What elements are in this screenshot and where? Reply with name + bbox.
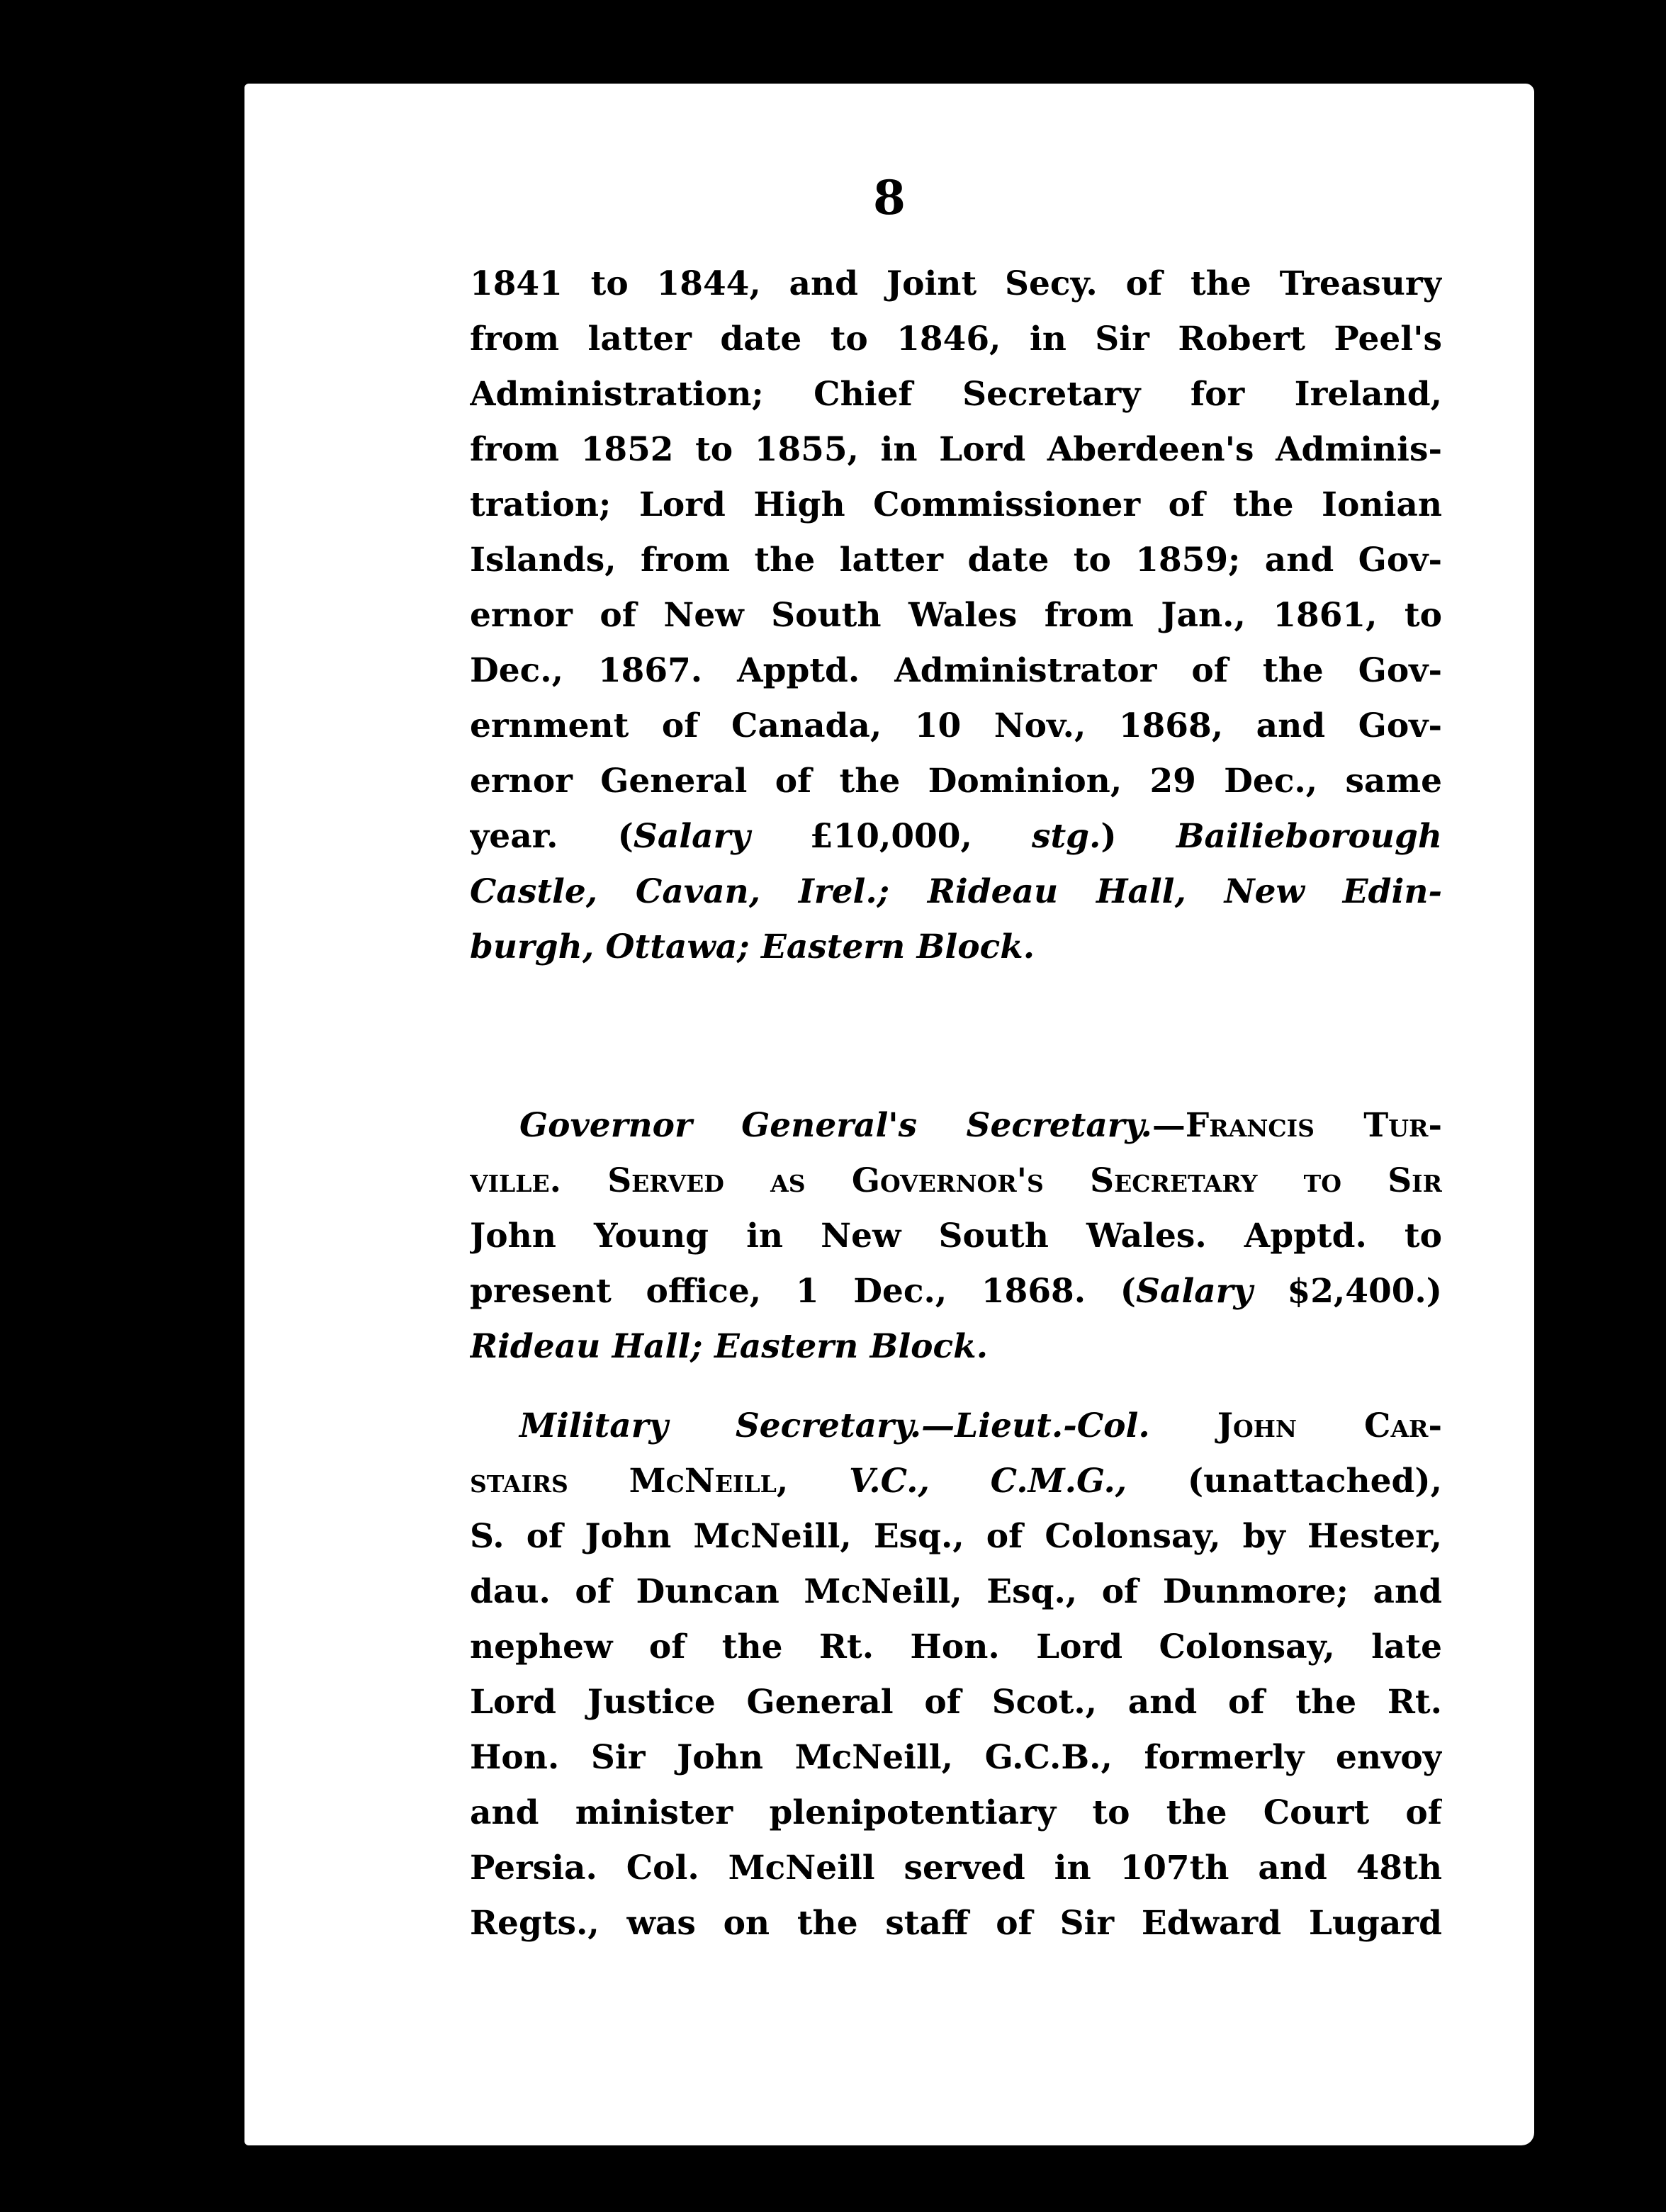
text-run: (unattached),: [1127, 1462, 1442, 1501]
text-line: Dec., 1867. Apptd. Administrator of the Gov-: [470, 651, 1442, 690]
text-line: John Young in New South Wales. Apptd. to: [470, 1217, 1442, 1255]
text-run-italic: Salary: [633, 817, 750, 856]
text-line: Lord Justice General of Scot., and of the Rt.: [470, 1683, 1442, 1722]
text-run: £10,000,: [750, 817, 1032, 856]
text-run: year. (: [470, 817, 634, 856]
text-line: [470, 1264, 1442, 1319]
text-line: from latter date to 1846, in Sir Robert Peel's: [470, 320, 1442, 359]
text-line: Persia. Col. McNeill served in 107th and 48th: [470, 1849, 1442, 1887]
text-run: present office, 1 Dec., 1868. (: [470, 1272, 1137, 1311]
book-page: [244, 84, 1534, 2145]
text-run-italic: stg.: [1032, 817, 1101, 856]
text-run: ): [1101, 817, 1176, 856]
page-number: 8: [873, 170, 906, 225]
text-line: from 1852 to 1855, in Lord Aberdeen's Adminis-: [470, 430, 1442, 469]
text-run-italic: Salary: [1136, 1272, 1253, 1311]
text-line: ernor of New South Wales from Jan., 1861, to: [470, 596, 1442, 635]
text-line: Islands, from the latter date to 1859; and Gov-: [470, 541, 1442, 580]
text-run: $2,400.): [1252, 1272, 1442, 1311]
text-run-italic: Bailieborough: [1176, 817, 1442, 856]
text-line: Hon. Sir John McNeill, G.C.B., formerly envoy: [470, 1738, 1442, 1777]
paragraph-2: [470, 1098, 1442, 1375]
text-line: Rideau Hall; Eastern Block.: [470, 1327, 989, 1366]
text-line: ernor General of the Dominion, 29 Dec., same: [470, 762, 1442, 801]
paragraph-3: [470, 1399, 1442, 1951]
text-line: Castle, Cavan, Irel.; Rideau Hall, New Edin-: [470, 872, 1442, 911]
text-line: dau. of Duncan McNeill, Esq., of Dunmore; and: [470, 1572, 1442, 1611]
paragraph-1: [470, 256, 1442, 975]
text-line: tration; Lord High Commissioner of the Ionian: [470, 485, 1442, 524]
text-line: Administration; Chief Secretary for Ireland,: [470, 375, 1442, 414]
text-line: [470, 1098, 1442, 1153]
text-run: John Car-: [1149, 1406, 1442, 1445]
text-line: 1841 to 1844, and Joint Secy. of the Treasury: [470, 264, 1442, 303]
section-heading: Governor General's Secretary.: [519, 1106, 1152, 1145]
text-line: S. of John McNeill, Esq., of Colonsay, by Hester,: [470, 1517, 1442, 1556]
text-line: [470, 1454, 1442, 1509]
section-heading: Military Secretary.—Lieut.-Col.: [519, 1406, 1150, 1445]
text-run: —Francis Tur-: [1152, 1106, 1442, 1145]
text-line: [470, 809, 1442, 864]
text-line: Regts., was on the staff of Sir Edward Lugard: [470, 1904, 1442, 1943]
text-line: nephew of the Rt. Hon. Lord Colonsay, late: [470, 1627, 1442, 1666]
text-run: stairs McNeill,: [470, 1462, 849, 1501]
text-line: ville. Served as Governor's Secretary to Sir: [470, 1161, 1442, 1200]
text-run-italic: V.C., C.M.G.,: [848, 1462, 1127, 1501]
text-line: burgh, Ottawa; Eastern Block.: [470, 927, 1035, 966]
text-line: [470, 1399, 1442, 1454]
text-line: and minister plenipotentiary to the Court of: [470, 1793, 1442, 1832]
text-line: ernment of Canada, 10 Nov., 1868, and Gov-: [470, 706, 1442, 745]
